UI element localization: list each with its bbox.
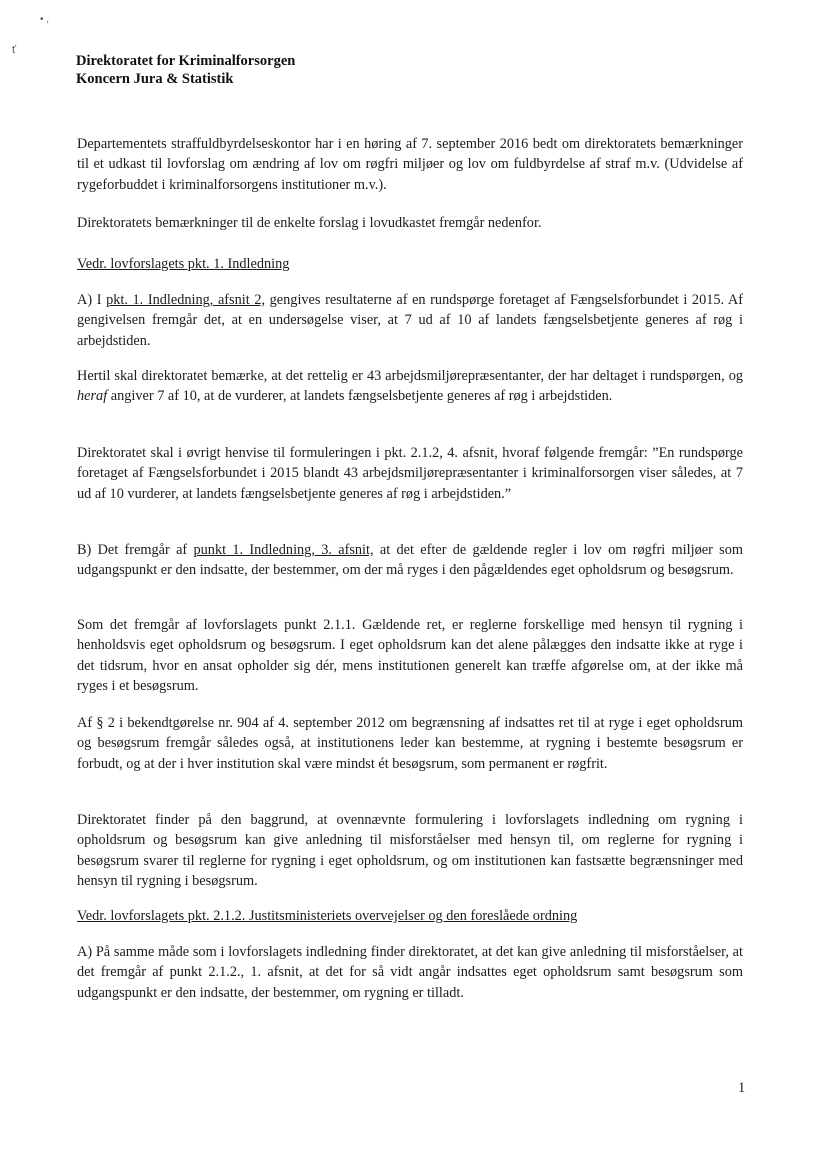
intro-paragraph: Departementets straffuldbyrdelseskontor har i en høring af 7. september 2016 bedt om direktoratets bemærkninger til et udkast til lovforslag om ændring af lov om røgfri miljøer og lov om fuldbyrdelse af straf m.v. (Udvidelse af rygeforbuddet i kriminalforsorgens institutioner m.v.).	[77, 136, 743, 193]
organization-name: Direktoratet for Kriminalforsorgen	[76, 53, 296, 69]
paragraph-hertil-prefix: Hertil skal direktoratet bemærke, at det rettelig er 43 arbejdsmiljørepræsentanter, der har deltaget i rundspørgen, og	[77, 368, 743, 384]
paragraph-b	[77, 540, 743, 581]
scan-margin-mark: ť	[12, 44, 17, 56]
paragraph-af: Af § 2 i bekendtgørelse nr. 904 af 4. september 2012 om begrænsning af indsattes ret til at ryge i eget opholdsrum og besøgsrum fremgår således også, at institutionens leder kan bestemme, at rygning i bestemte besøgsrum er forbudt, og at der i hver institution skal være mindst ét besøgsrum, som permanent er røgfrit.	[77, 715, 743, 772]
paragraph-a1-reference: pkt. 1. Indledning, afsnit 2,	[106, 292, 266, 308]
paragraph-a1-prefix: A) I	[77, 292, 107, 308]
letterhead	[76, 52, 295, 88]
paragraph-som: Som det fremgår af lovforslagets punkt 2.1.1. Gældende ret, er reglerne forskellige med hensyn til rygning i henholdsvis eget opholdsrum og besøgsrum. I eget opholdsrum kan det alene pålægges den indsatte ikke at ryge i det tidsrum, hvor en ansat opholder sig dér, mens institutionen generelt kan træffe afgørelse om, at der ikke må ryges i et besøgsrum.	[77, 617, 743, 694]
page-number: 1	[738, 1080, 746, 1096]
paragraph-hertil	[77, 366, 743, 407]
section-heading-2: Vedr. lovforslagets pkt. 2.1.2. Justitsministeriets overvejelser og den foreslåede ordning	[77, 908, 578, 924]
intro-paragraph-2: Direktoratets bemærkninger til de enkelte forslag i lovudkastet fremgår nedenfor.	[77, 215, 542, 231]
paragraph-b-reference: punkt 1. Indledning, 3. afsnit,	[193, 542, 374, 558]
paragraph-b-prefix: B) Det fremgår af	[77, 542, 194, 558]
paragraph-a1	[77, 290, 743, 351]
scan-mark: • ,	[40, 14, 50, 25]
paragraph-hertil-text: angiver 7 af 10, at de vurderer, at landets fængselsbetjente generes af røg i arbejdstiden.	[107, 388, 613, 405]
paragraph-finder: Direktoratet finder på den baggrund, at ovennævnte formulering i lovforslagets indledning om rygning i opholdsrum og besøgsrum kan give anledning til misforståelser med hensyn til, om reglerne for rygning i besøgsrum svarer til reglerne for rygning i eget opholdsrum, og om institutionen kan fastsætte begrænsninger med hensyn til rygning i besøgsrum.	[77, 812, 743, 889]
department-name: Koncern Jura & Statistik	[76, 71, 234, 87]
paragraph-b-text: at det efter de gældende regler i lov om røgfri miljøer som udgangspunkt er den indsatte, der bestemmer, om der må ryges i den pågældendes eget opholdsrum og besøgsrum.	[77, 542, 743, 579]
paragraph-henvise: Direktoratet skal i øvrigt henvise til formuleringen i pkt. 2.1.2, 4. afsnit, hvoraf følgende fremgår: ”En rundspørge foretaget af Fængselsforbundet i 2015 blandt 43 arbejdsmiljørepræsentanter i kriminalforsorgen viser således, at 7 ud af 10 vurderer, at landets fængselsbetjente generes af røg i arbejdstiden.”	[77, 445, 743, 502]
paragraph-hertil-italic: heraf	[77, 388, 108, 405]
section-heading-1: Vedr. lovforslagets pkt. 1. Indledning	[77, 256, 290, 272]
paragraph-a2: A) På samme måde som i lovforslagets indledning finder direktoratet, at det kan give anledning til misforståelser, at det fremgår af punkt 2.1.2., 1. afsnit, at det for så vidt angår indsattes eget opholdsrum samt besøgsrum som udgangspunkt er den indsatte, der bestemmer, om rygning er tilladt.	[77, 944, 743, 1001]
paragraph-a1-text: gengives resultaterne af en rundspørge foretaget af Fængselsforbundet i 2015. Af gengivelsen fremgår det, at en undersøgelse viser, at 7 ud af 10 af landets fængselsbetjente generes af røg i arbejdstiden.	[77, 292, 743, 349]
